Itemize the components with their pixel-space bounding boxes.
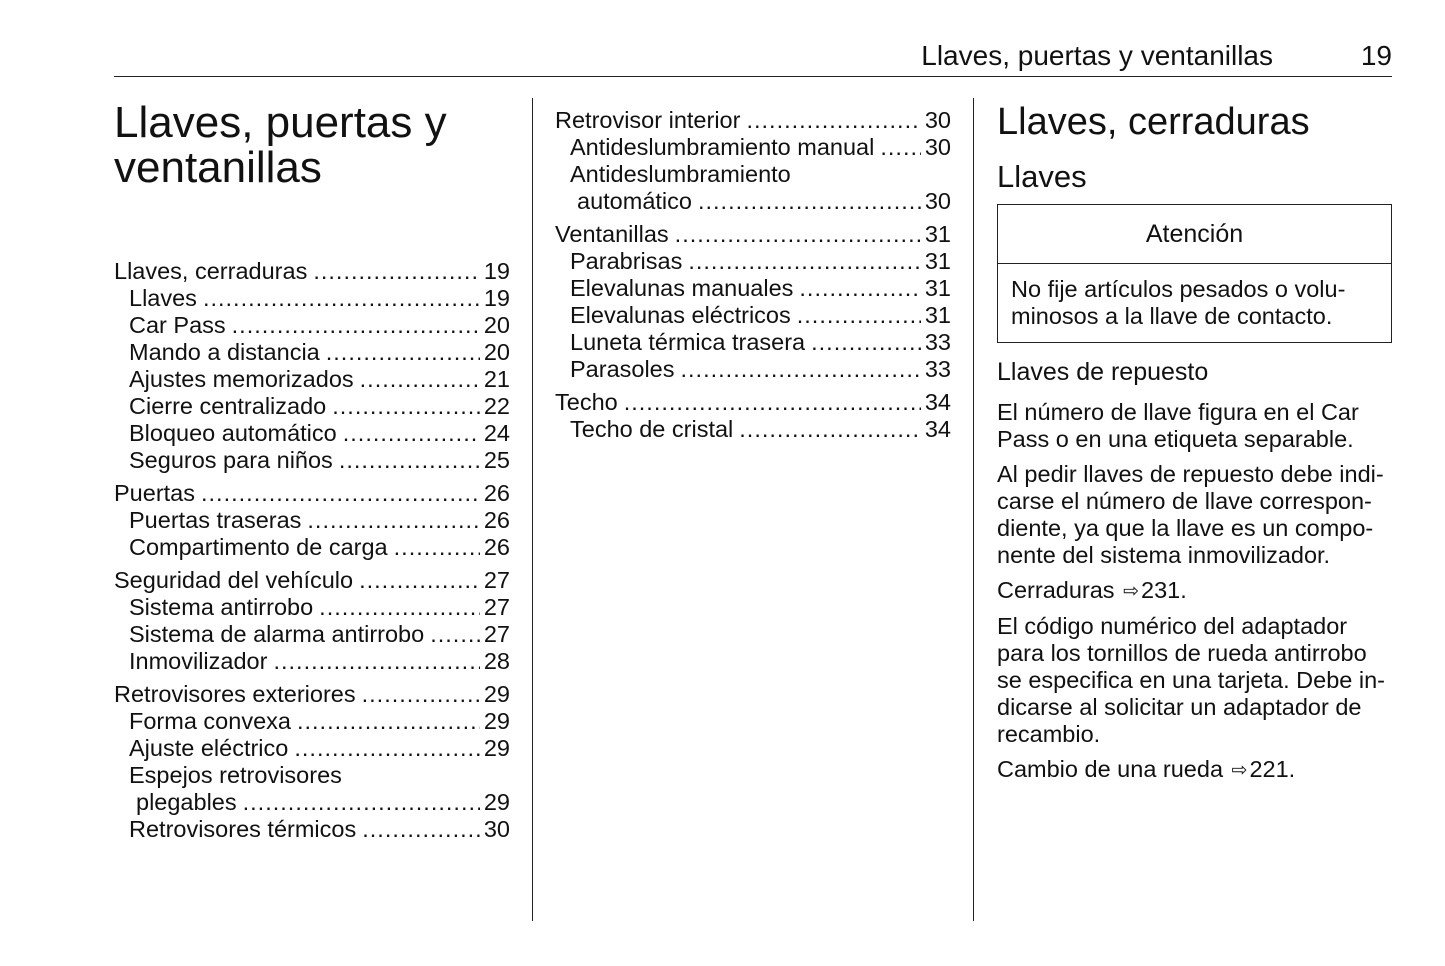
toc-entry-page: 31: [924, 275, 951, 301]
toc-entry-page: 24: [483, 420, 510, 446]
text-line: Cambio de una rueda: [997, 756, 1224, 782]
toc-entry-page: 26: [483, 507, 510, 533]
toc-entry-page: 29: [483, 708, 510, 734]
toc-entry-page: 31: [924, 302, 951, 328]
toc-group-techo: [555, 389, 951, 443]
text-line: para los tornillos de rueda antirrobo: [997, 640, 1367, 666]
toc-entry-title: Puertas traseras: [129, 507, 302, 533]
running-header-title: Llaves, puertas y ventanillas: [921, 40, 1273, 71]
leader-dots: [297, 708, 480, 735]
paragraph-5: [997, 756, 1392, 784]
leader-dots: [313, 258, 480, 285]
paragraph-4: [997, 613, 1392, 748]
leader-dots: [307, 507, 479, 534]
text-line: se especifica en una tarjeta. Debe in-: [997, 667, 1385, 693]
toc-subentry[interactable]: [114, 621, 510, 648]
leader-dots: [339, 447, 480, 474]
leader-dots: [362, 816, 480, 843]
toc-subentry[interactable]: [555, 275, 951, 302]
toc-entry-page: 33: [924, 356, 951, 382]
leader-dots: [232, 312, 480, 339]
toc-entry-page: 25: [483, 447, 510, 473]
leader-dots: [273, 648, 479, 675]
toc-subentry[interactable]: [114, 366, 510, 393]
toc-entry-page: 29: [483, 789, 510, 815]
toc-entry-title: Retrovisor interior: [555, 107, 741, 133]
chapter-title-line1: Llaves, puertas y: [114, 98, 447, 147]
chapter-title: [114, 100, 510, 190]
text-line: nente del sistema inmovilizador.: [997, 542, 1331, 568]
paragraph-2: [997, 461, 1392, 569]
paragraph-1: [997, 399, 1392, 453]
toc-entry-title: Cierre centralizado: [129, 393, 327, 419]
toc-entry-page: 29: [483, 735, 510, 761]
warning-heading: Atención: [998, 205, 1391, 264]
leader-dots: [698, 188, 921, 215]
subsection2-title: Llaves de repuesto: [997, 358, 1209, 386]
toc-entry-title: Ajustes memorizados: [129, 366, 354, 392]
text-line: Pass o en una etiqueta separable.: [997, 426, 1354, 452]
page-number: 19: [1360, 40, 1392, 71]
toc-entry[interactable]: [114, 681, 510, 708]
toc-group-retrovisor-interior: [555, 107, 951, 215]
leader-dots: [326, 339, 480, 366]
toc-entry-title: Parabrisas: [570, 248, 683, 274]
text-line: dicarse al solicitar un adaptador de: [997, 694, 1362, 720]
leader-dots: [319, 594, 480, 621]
toc-entry-page: 27: [483, 621, 510, 647]
toc-entry-page: 30: [924, 188, 951, 214]
leader-dots: [203, 285, 480, 312]
toc-entry-page: 33: [924, 329, 951, 355]
toc-subentry[interactable]: [114, 534, 510, 561]
toc-entry-title: Sistema antirrobo: [129, 594, 314, 620]
toc-entry-title: Antideslumbramiento manual: [570, 134, 875, 160]
toc-entry[interactable]: [114, 480, 510, 507]
toc-entry-page: 30: [924, 134, 951, 160]
toc-entry[interactable]: [555, 389, 951, 416]
toc-entry-title: Seguros para niños: [129, 447, 333, 473]
toc-entry-title: Parasoles: [570, 356, 675, 382]
leader-dots: [624, 389, 921, 416]
toc-entry-title: Llaves, cerraduras: [114, 258, 308, 284]
leader-dots: [394, 534, 480, 561]
leader-dots: [201, 480, 480, 507]
column-divider-2: [973, 98, 974, 921]
toc-subentry[interactable]: [555, 302, 951, 329]
toc-entry[interactable]: [555, 221, 951, 248]
toc-subentry-line1[interactable]: Espejos retrovisores: [129, 762, 342, 788]
page-reference-arrow-icon: ⇨: [1123, 581, 1139, 602]
header-divider: [114, 76, 1392, 77]
toc-entry-page: 26: [483, 480, 510, 506]
toc-entry-page: 19: [483, 258, 510, 284]
toc-subentry[interactable]: [114, 789, 510, 816]
toc-entry-page: 29: [483, 681, 510, 707]
toc-entry-title: Luneta térmica trasera: [570, 329, 806, 355]
column-divider-1: [532, 98, 533, 921]
subsection-title: Llaves: [997, 159, 1087, 194]
toc-group-retrovisores-exteriores: [114, 681, 510, 843]
leader-dots: [343, 420, 480, 447]
toc-subentry[interactable]: [114, 708, 510, 735]
toc-entry-title: Ajuste eléctrico: [129, 735, 289, 761]
toc-subentry[interactable]: [114, 339, 510, 366]
toc-entry-title: Inmovilizador: [129, 648, 268, 674]
leader-dots: [243, 789, 480, 816]
toc-column-2: [555, 107, 951, 449]
toc-subentry[interactable]: [114, 312, 510, 339]
toc-entry-page: 27: [483, 594, 510, 620]
toc-entry-title: Puertas: [114, 480, 195, 506]
leader-dots: [332, 393, 480, 420]
table-of-contents: [114, 258, 510, 843]
warning-line: No fije artículos pesados o volu-: [1011, 276, 1346, 302]
toc-entry-page: 20: [483, 339, 510, 365]
toc-entry-title: automático: [577, 188, 692, 214]
toc-subentry[interactable]: [114, 648, 510, 675]
toc-entry-title: plegables: [136, 789, 237, 815]
page-reference[interactable]: 221.: [1249, 756, 1296, 782]
toc-entry-page: 19: [483, 285, 510, 311]
leader-dots: [797, 302, 921, 329]
warning-box: [997, 204, 1392, 343]
toc-subentry[interactable]: [555, 416, 951, 443]
toc-entry[interactable]: [114, 567, 510, 594]
toc-entry-title: Bloqueo automático: [129, 420, 337, 446]
toc-entry-page: 27: [483, 567, 510, 593]
toc-entry-title: Forma convexa: [129, 708, 291, 734]
toc-entry-title: Techo de cristal: [570, 416, 734, 442]
toc-entry-title: Techo: [555, 389, 618, 415]
leader-dots: [799, 275, 920, 302]
page-reference-arrow-icon: ⇨: [1231, 760, 1248, 781]
toc-subentry[interactable]: [114, 285, 510, 312]
text-line: Cerraduras: [997, 577, 1115, 603]
toc-subentry[interactable]: [114, 816, 510, 843]
text-line: El número de llave figura en el Car: [997, 399, 1359, 425]
toc-subentry[interactable]: [555, 188, 951, 215]
toc-entry-page: 34: [924, 389, 951, 415]
toc-subentry[interactable]: [555, 329, 951, 356]
toc-entry-page: 31: [924, 248, 951, 274]
toc-entry-title: Retrovisores térmicos: [129, 816, 357, 842]
leader-dots: [675, 221, 921, 248]
toc-entry-title: Seguridad del vehículo: [114, 567, 354, 593]
toc-entry-title: Mando a distancia: [129, 339, 320, 365]
toc-entry-page: 28: [483, 648, 510, 674]
leader-dots: [359, 567, 480, 594]
toc-subentry[interactable]: [114, 594, 510, 621]
toc-entry-title: Car Pass: [129, 312, 226, 338]
toc-column-1: [114, 100, 510, 849]
toc-group-seguridad: [114, 567, 510, 675]
toc-subentry-line1[interactable]: Antideslumbramiento: [570, 161, 791, 187]
text-line: Al pedir llaves de repuesto debe indi-: [997, 461, 1384, 487]
toc-entry-title: Ventanillas: [555, 221, 669, 247]
toc-entry-page: 26: [483, 534, 510, 560]
toc-subentry[interactable]: [114, 735, 510, 762]
toc-group-puertas: [114, 480, 510, 561]
toc-entry-title: Sistema de alarma antirrobo: [129, 621, 425, 647]
warning-line: minosos a la llave de contacto.: [1011, 303, 1333, 329]
toc-entry-title: Retrovisores exteriores: [114, 681, 356, 707]
page-reference[interactable]: 231.: [1141, 577, 1187, 603]
leader-dots: [880, 134, 921, 161]
toc-entry-title: Elevalunas eléctricos: [570, 302, 791, 328]
toc-subentry[interactable]: [114, 420, 510, 447]
toc-subentry[interactable]: [114, 507, 510, 534]
toc-entry[interactable]: [114, 258, 510, 285]
toc-entry-page: 20: [483, 312, 510, 338]
text-line: El código numérico del adaptador: [997, 613, 1348, 639]
toc-group-ventanillas: [555, 221, 951, 383]
leader-dots: [746, 107, 920, 134]
paragraph-3: [997, 577, 1392, 605]
leader-dots: [360, 366, 480, 393]
leader-dots: [362, 681, 480, 708]
section-title: Llaves, cerraduras: [997, 101, 1310, 143]
toc-subentry[interactable]: [555, 248, 951, 275]
text-line: recambio.: [997, 721, 1101, 747]
text-line: carse el número de llave correspon-: [997, 488, 1372, 514]
toc-entry-page: 21: [483, 366, 510, 392]
chapter-title-line2: ventanillas: [114, 143, 322, 192]
toc-entry-page: 31: [924, 221, 951, 247]
leader-dots: [811, 329, 921, 356]
warning-text: [998, 264, 1391, 342]
toc-entry-page: 34: [924, 416, 951, 442]
toc-entry-title: Llaves: [129, 285, 197, 311]
leader-dots: [294, 735, 480, 762]
text-line: diente, ya que la llave es un compo-: [997, 515, 1374, 541]
toc-entry[interactable]: [555, 107, 951, 134]
toc-entry-page: 30: [483, 816, 510, 842]
toc-subentry[interactable]: [555, 134, 951, 161]
toc-entry-page: 30: [924, 107, 951, 133]
leader-dots: [688, 248, 921, 275]
toc-group-llaves-cerraduras: [114, 258, 510, 474]
content-column: [997, 98, 1392, 792]
toc-entry-page: 22: [483, 393, 510, 419]
toc-entry-title: Elevalunas manuales: [570, 275, 794, 301]
toc-subentry[interactable]: [555, 356, 951, 383]
toc-subentry[interactable]: [114, 447, 510, 474]
leader-dots: [430, 621, 480, 648]
toc-entry-title: Compartimento de carga: [129, 534, 388, 560]
leader-dots: [739, 416, 921, 443]
toc-subentry[interactable]: [114, 393, 510, 420]
leader-dots: [681, 356, 921, 383]
